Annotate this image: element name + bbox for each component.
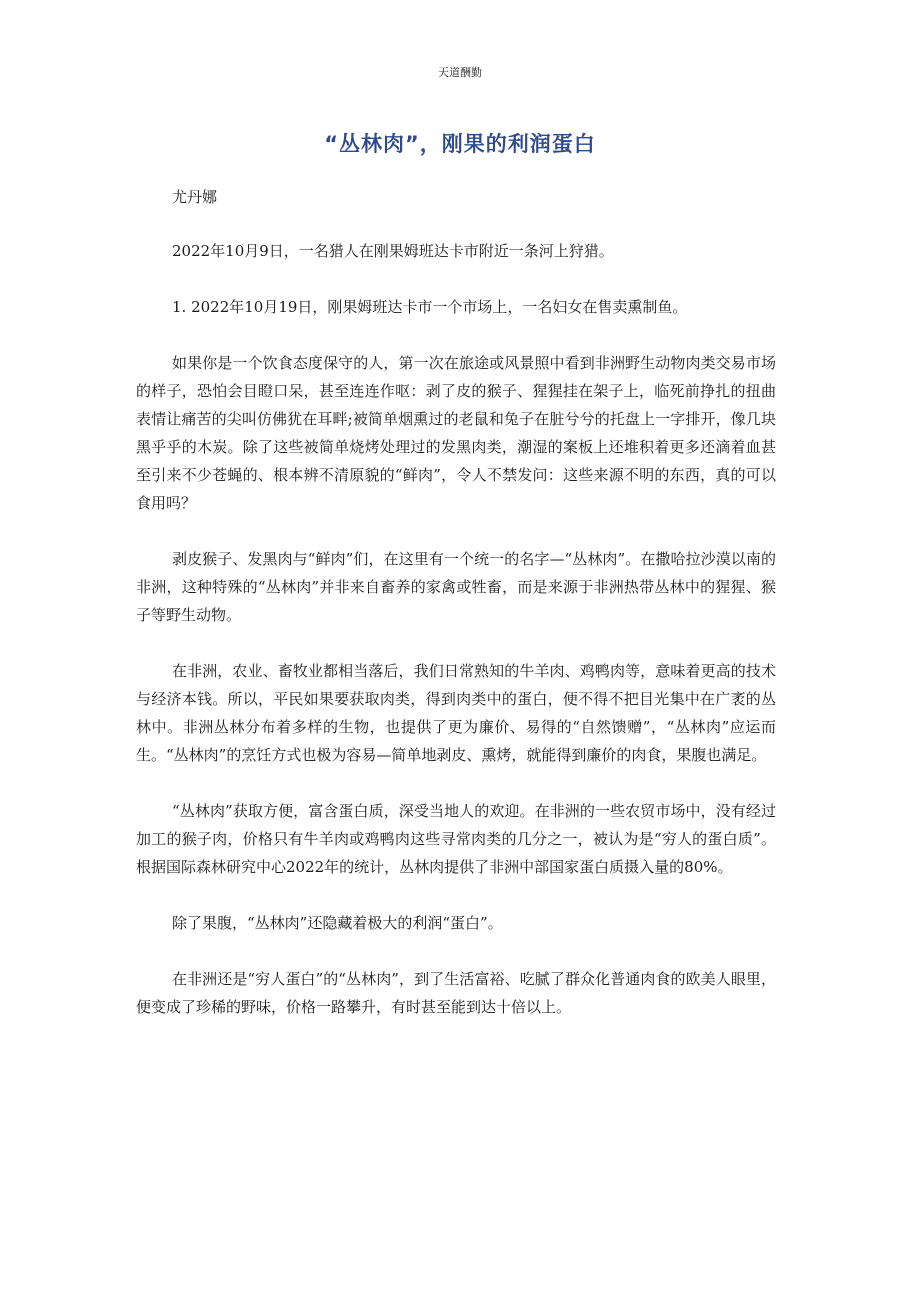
page-header: 天道酬勤	[438, 66, 482, 79]
article-body	[136, 183, 776, 1049]
paragraph: 除了果腹，“丛林肉”还隐藏着极大的利润“蛋白”。	[172, 914, 503, 932]
article-title: “丛林肉”，刚果的利润蛋白	[324, 132, 596, 156]
paragraph: 在非洲还是“穷人蛋白”的“丛林肉”，到了生活富裕、吃腻了群众化普通肉食的欧美人眼里，便变成了珍稀的野味，价格一路攀升，有时甚至能到达十倍以上。	[136, 970, 776, 1016]
article-author: 尤丹娜	[172, 188, 218, 206]
paragraph: 在非洲，农业、畜牧业都相当落后，我们日常熟知的牛羊肉、鸡鸭肉等，意味着更高的技术与经济本钱。所以，平民如果要获取肉类，得到肉类中的蛋白，便不得不把目光集中在广袤的丛林中。非洲丛林分布着多样的生物，也提供了更为廉价、易得的“自然馈赠”，“丛林肉”应运而生。“丛林肉”的烹饪方式也极为容易—简单地剥皮、熏烤，就能得到廉价的肉食，果腹也满足。	[136, 662, 776, 764]
paragraph: 剥皮猴子、发黑肉与“鲜肉”们，在这里有一个统一的名字—“丛林肉”。在撒哈拉沙漠以南的非洲，这种特殊的“丛林肉”并非来自畜养的家禽或牲畜，而是来源于非洲热带丛林中的猩猩、猴子等野生动物。	[136, 550, 776, 624]
paragraph: 1. 2022年10月19日，刚果姆班达卡市一个市场上，一名妇女在售卖熏制鱼。	[172, 298, 688, 316]
paragraph: 2022年10月9日，一名猎人在刚果姆班达卡市附近一条河上狩猎。	[172, 242, 614, 260]
paragraph: 如果你是一个饮食态度保守的人，第一次在旅途或风景照中看到非洲野生动物肉类交易市场的样子，恐怕会目瞪口呆，甚至连连作呕：剥了皮的猴子、猩猩挂在架子上，临死前挣扎的扭曲表情让痛苦的尖叫仿佛犹在耳畔;被简单烟熏过的老鼠和兔子在脏兮兮的托盘上一字排开，像几块黑乎乎的木炭。除了这些被简单烧烤处理过的发黑肉类，潮湿的案板上还堆积着更多还滴着血甚至引来不少苍蝇的、根本辨不清原貌的“鲜肉”，令人不禁发问：这些来源不明的东西，真的可以食用吗？	[136, 354, 776, 512]
paragraph: “丛林肉”获取方便，富含蛋白质，深受当地人的欢迎。在非洲的一些农贸市场中，没有经过加工的猴子肉，价格只有牛羊肉或鸡鸭肉这些寻常肉类的几分之一，被认为是“穷人的蛋白质”。根据国际森林研究中心2022年的统计，丛林肉提供了非洲中部国家蛋白质摄入量的80%。	[136, 802, 776, 876]
